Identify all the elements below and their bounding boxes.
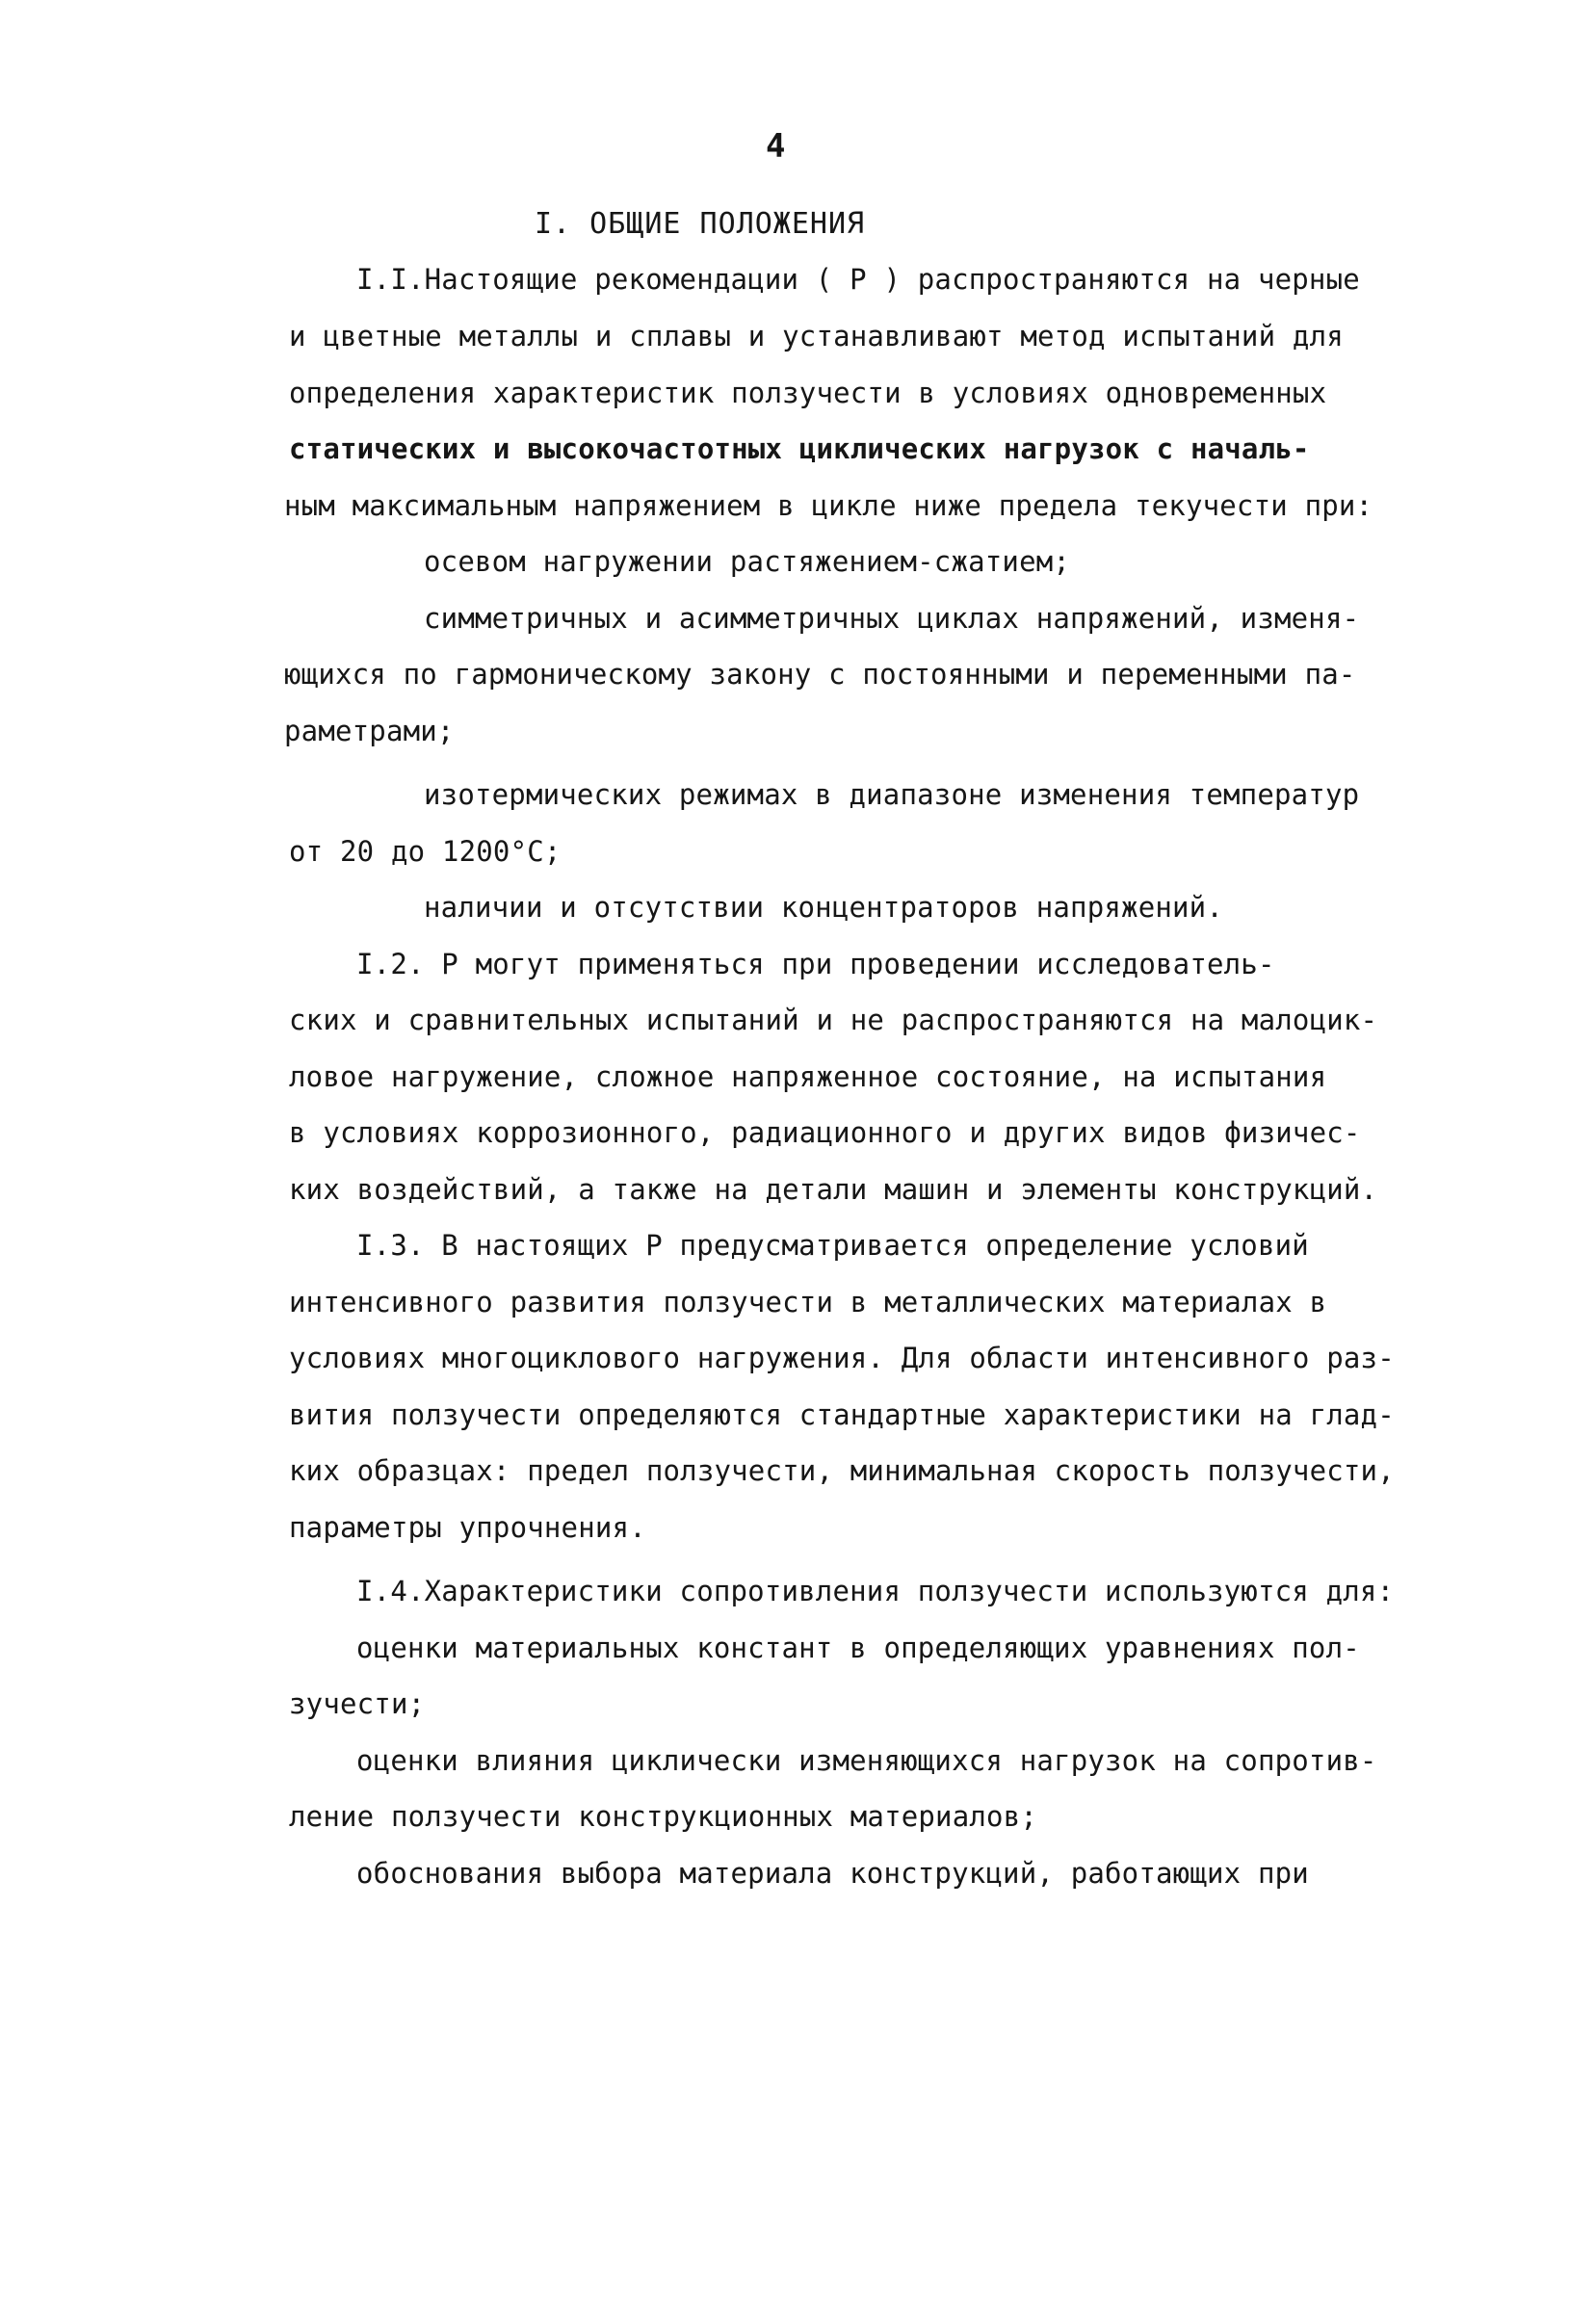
text-line: и цветные металлы и сплавы и устанавливают метод испытаний для [289,320,1344,353]
text-line: оценки материальных констант в определяющих уравнениях пол- [356,1632,1360,1664]
text-line: I.4.Характеристики сопротивления ползучести используются для: [356,1575,1395,1607]
text-line: условиях многоциклового нагружения. Для области интенсивного раз- [289,1342,1395,1374]
page-number: 4 [766,127,786,166]
text-line: определения характеристик ползучести в условиях одновременных [289,377,1327,409]
text-line: зучести; [289,1687,426,1720]
text-line: I.2. Р могут применяться при проведении исследователь- [356,948,1275,980]
text-line: статических и высокочастотных циклических нагрузок с началь- [289,432,1310,465]
text-line: ление ползучести конструкционных материалов; [289,1800,1038,1833]
text-line: в условиях коррозионного, радиационного и других видов физичес- [289,1116,1361,1149]
text-line: обоснования выбора материала конструкций, работающих при [356,1857,1309,1890]
text-line: ких воздействий, а также на детали машин и элементы конструкций. [289,1173,1378,1206]
text-line: осевом нагружении растяжением-сжатием; [424,545,1071,578]
text-line: ющихся по гармоническому закону с постоянными и переменными па- [284,658,1356,691]
text-line: ких образцах: предел ползучести, минимальная скорость ползучести, [289,1454,1395,1487]
text-line: ских и сравнительных испытаний и не распространяются на малоцик- [289,1004,1378,1036]
text-line: наличии и отсутствии концентраторов напряжений. [424,891,1223,924]
text-line: от 20 до 1200°С; [289,835,562,868]
text-line: раметрами; [284,715,455,747]
text-line: симметричных и асимметричных циклах напряжений, изменя- [424,602,1360,635]
text-line: ловое нагружение, сложное напряженное состояние, на испытания [289,1060,1327,1093]
text-line: оценки влияния циклически изменяющихся нагрузок на сопротив- [356,1744,1377,1777]
text-line: I.I.Настоящие рекомендации ( Р ) распространяются на черные [356,263,1360,296]
text-line: параметры упрочнения. [289,1511,646,1544]
text-line: интенсивного развития ползучести в металлических материалах в [289,1286,1327,1319]
section-heading: I. ОБЩИЕ ПОЛОЖЕНИЯ [535,207,866,241]
text-line: вития ползучести определяются стандартные характеристики на глад- [289,1398,1395,1431]
text-line: изотермических режимах в диапазоне изменения температур [424,778,1360,811]
text-line: ным максимальным напряжением в цикле ниже предела текучести при: [284,489,1373,522]
text-line: I.3. В настоящих Р предусматривается определение условий [356,1229,1309,1262]
